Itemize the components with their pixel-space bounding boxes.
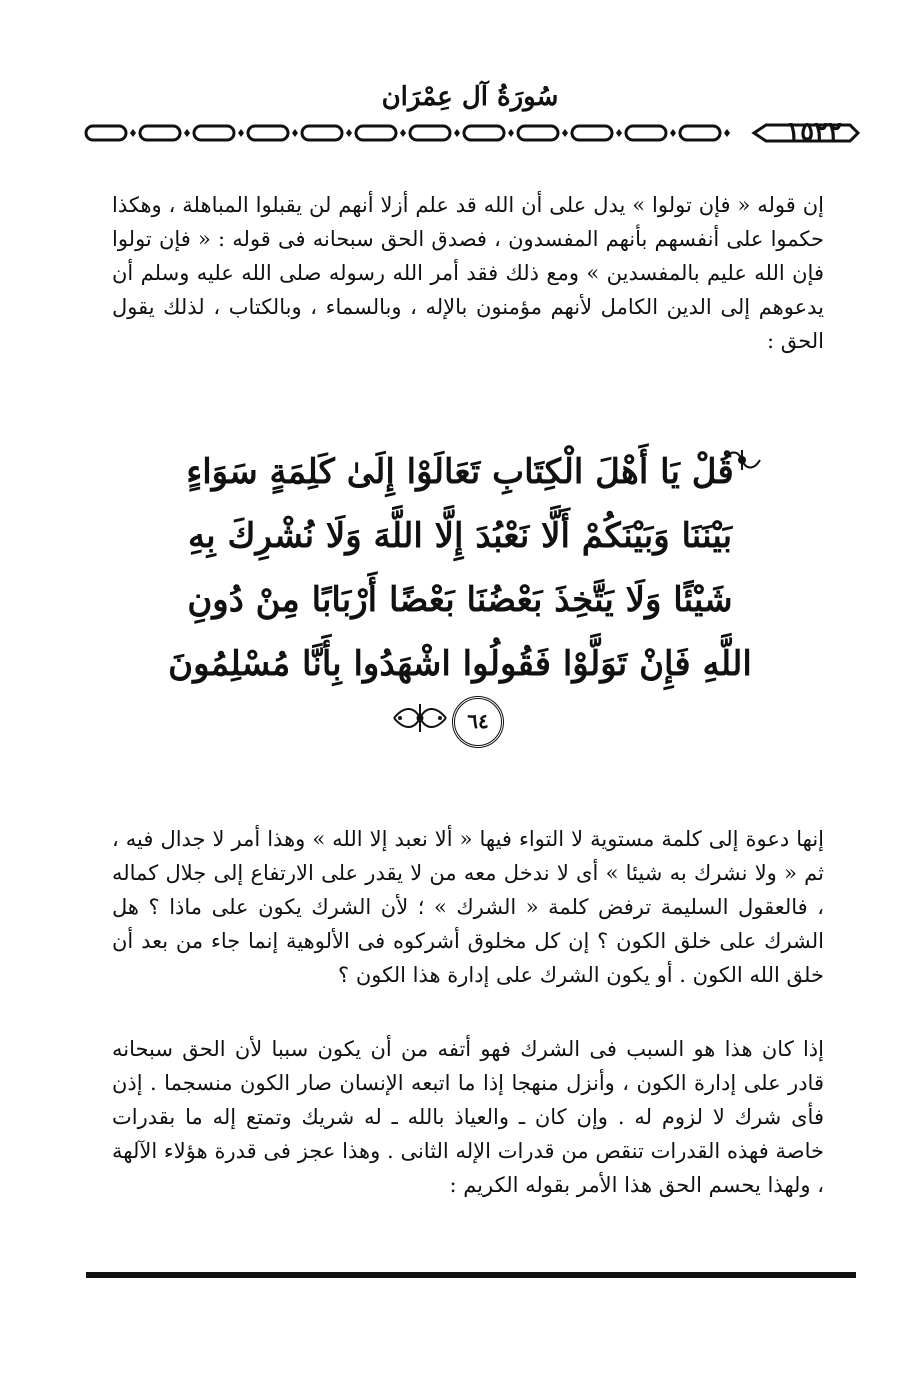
page-number: ١٥٢٢ <box>786 117 842 147</box>
header-chain-ornament <box>80 122 750 144</box>
ayah-number-badge: ٦٤ <box>452 696 504 748</box>
commentary-paragraph: إنها دعوة إلى كلمة مستوية لا التواء فيها « ألا نعبد إلا الله » وهذا أمر لا جدال فيه ، ثم « ولا نشرك به شيئا » أى لا ندخل معه من لا يقدر على الارتفاع إلى جلال كماله ، فالعقول السليمة ترفض كلمة « الشرك » ؛ لأن الشرك يكون على ماذا ؟ هل الشرك على خلق الكون ؟ إن كل مخلوق أشركوه فى الألوهية إنما جاء من بعد أن خلق الله الكون . أو يكون الشرك على إدارة هذا الكون ؟ <box>112 827 824 987</box>
footer-rule <box>86 1272 856 1278</box>
verse-line: قُلْ يَا أَهْلَ الْكِتَابِ تَعَالَوْا إِلَىٰ كَلِمَةٍ سَوَاءٍ <box>186 452 734 492</box>
quran-verse <box>150 440 770 696</box>
surah-title: سُورَةُ آل عِمْرَان <box>381 82 559 112</box>
page-header <box>80 78 860 148</box>
verse-line: شَيْئًا وَلَا يَتَّخِذَ بَعْضُنَا بَعْضًا أَرْبَابًا مِنْ دُونِ <box>187 580 733 620</box>
verse-end-ornament-icon <box>390 698 450 738</box>
verse-end-mark <box>390 692 540 752</box>
verse-line: بَيْنَنَا وَبَيْنَكُمْ أَلَّا نَعْبُدَ إِلَّا اللَّهَ وَلَا نُشْرِكَ بِهِ <box>187 516 733 556</box>
commentary-paragraph: إذا كان هذا هو السبب فى الشرك فهو أتفه من أن يكون سببا لأن الحق سبحانه قادر على إدارة الكون ، وأنزل منهجا إذا ما اتبعه الإنسان صار الكون منسجما . إذن فأى شرك لا لزوم له . وإن كان ـ والعياذ بالله ـ له شريك وتمتع إله ما بقدرات خاصة فهذه القدرات تنقص من قدرات الإله الثانى . وهذا عجز فى قدرة هؤلاء الآلهة ، ولهذا يحسم الحق هذا الأمر بقوله الكريم : <box>112 1037 824 1197</box>
verse-line: اللَّهِ فَإِنْ تَوَلَّوْا فَقُولُوا اشْهَدُوا بِأَنَّا مُسْلِمُونَ <box>168 644 752 684</box>
commentary-paragraph: إن قوله « فإن تولوا » يدل على أن الله قد علم أزلا أنهم لن يقبلوا المباهلة ، وهكذا حكموا على أنفسهم بأنهم المفسدون ، فصدق الحق سبحانه فى قوله : « فإن تولوا فإن الله عليم بالمفسدين » ومع ذلك فقد أمر الله رسوله صلى الله عليه وسلم أن يدعوهم إلى الدين الكامل لأنهم مؤمنون بالإله ، وبالسماء ، وبالكتاب ، لذلك يقول الحق : <box>112 193 824 353</box>
